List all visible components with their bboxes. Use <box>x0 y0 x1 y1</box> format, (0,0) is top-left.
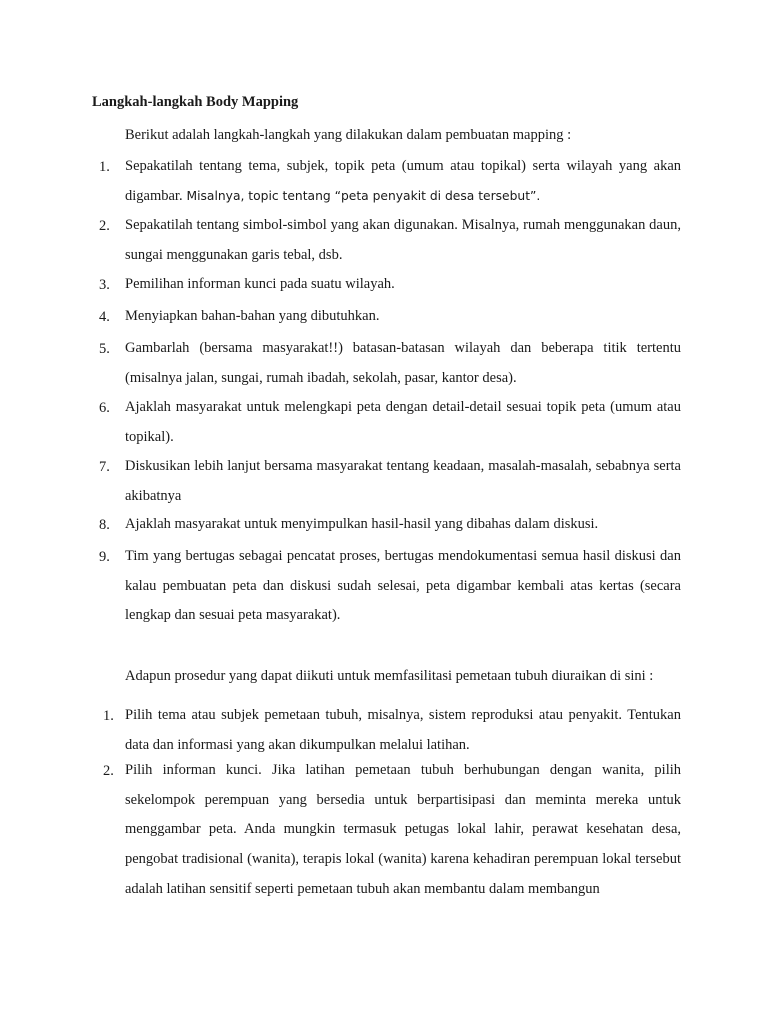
procedure-item-number: 2. <box>103 763 114 779</box>
list-item-text: Ajaklah masyarakat untuk melengkapi peta dengan detail-detail sesuai topik peta (umum atau topikal). <box>125 399 681 445</box>
list-item-number: 2. <box>99 218 110 234</box>
list-item-text-main: Sepakatilah tentang tema, subjek, topik peta (umum atau topikal) serta wilayah yang akan digambar. <box>125 158 681 204</box>
list-item-number: 6. <box>99 400 110 416</box>
list-item-text: Diskusikan lebih lanjut bersama masyarakat tentang keadaan, masalah-masalah, sebabnya serta akibatnya <box>125 458 681 504</box>
intro-paragraph: Berikut adalah langkah-langkah yang dilakukan dalam pembuatan mapping : <box>125 127 572 143</box>
list-item-text: Menyiapkan bahan-bahan yang dibutuhkan. <box>125 308 380 325</box>
list-item-text: Tim yang bertugas sebagai pencatat proses, bertugas mendokumentasi semua hasil diskusi dan kalau pembuatan peta dan diskusi sudah selesai, peta digambar kembali atas kertas (secara lengkap dan sesuai peta masyarakat). <box>125 548 681 624</box>
list-item-text: Pemilihan informan kunci pada suatu wilayah. <box>125 276 395 293</box>
list-item-number: 8. <box>99 517 110 533</box>
list-item-number: 1. <box>99 159 110 175</box>
list-item-number: 4. <box>99 309 110 325</box>
procedure-intro-paragraph: Adapun prosedur yang dapat diikuti untuk memfasilitasi pemetaan tubuh diuraikan di sini : <box>125 668 654 684</box>
document-heading: Langkah-langkah Body Mapping <box>92 94 299 110</box>
list-item-text <box>125 152 681 211</box>
list-item-text-tail: Misalnya, topic tentang “peta penyakit di desa tersebut”. <box>182 188 541 203</box>
list-item-text: Ajaklah masyarakat untuk menyimpulkan hasil-hasil yang dibahas dalam diskusi. <box>125 516 599 533</box>
list-item-text: Sepakatilah tentang simbol-simbol yang akan digunakan. Misalnya, rumah menggunakan daun, sungai menggunakan garis tebal, dsb. <box>125 217 681 263</box>
procedure-item-text: Pilih tema atau subjek pemetaan tubuh, misalnya, sistem reproduksi atau penyakit. Tentukan data dan informasi yang akan dikumpulkan melalui latihan. <box>125 707 681 753</box>
list-item-text: Gambarlah (bersama masyarakat!!) batasan-batasan wilayah dan beberapa titik tertentu (misalnya jalan, sungai, rumah ibadah, sekolah, pasar, kantor desa). <box>125 340 681 386</box>
list-item-number: 5. <box>99 341 110 357</box>
list-item-number: 7. <box>99 459 110 475</box>
list-item-number: 3. <box>99 277 110 293</box>
procedure-item-number: 1. <box>103 708 114 724</box>
procedure-item-text: Pilih informan kunci. Jika latihan pemetaan tubuh berhubungan dengan wanita, pilih sekelompok perempuan yang bersedia untuk berpartisipasi dan meminta mereka untuk menggambar peta. Anda mungkin termasuk petugas lokal lahir, perawat kesehatan desa, pengobat tradisional (wanita), terapis lokal (wanita) karena kehadiran perempuan lokal tersebut adalah latihan sensitif seperti pemetaan tubuh akan membantu dalam membangun <box>125 762 681 897</box>
list-item-number: 9. <box>99 549 110 565</box>
